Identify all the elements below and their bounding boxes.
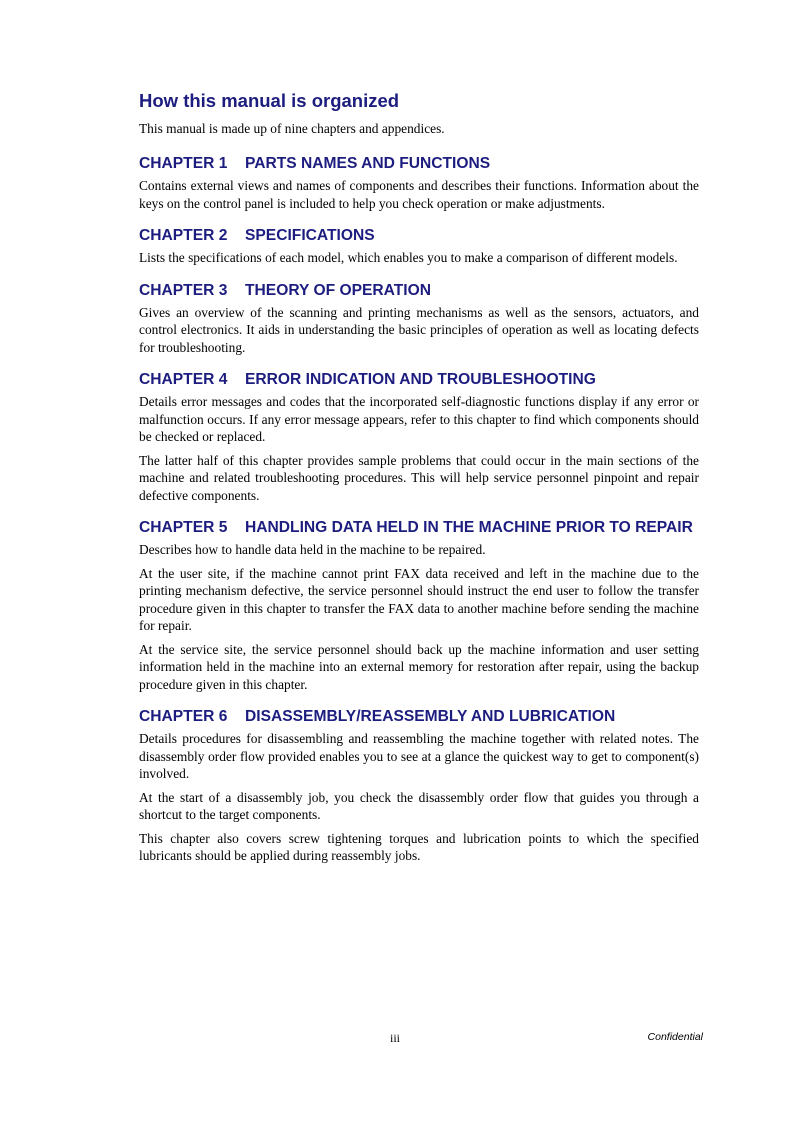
chapter-number: CHAPTER 2 <box>139 227 228 244</box>
chapter-description: The latter half of this chapter provides sample problems that could occur in the main sections of the machine and related troubleshooting procedures. This will help service personnel pinpoint and repair defective components. <box>139 452 699 503</box>
chapter-description: At the start of a disassembly job, you check the disassembly order flow that guides you through a shortcut to the target components. <box>139 789 699 822</box>
chapter-number: CHAPTER 1 <box>139 155 228 172</box>
chapter-description: Details procedures for disassembling and reassembling the machine together with related notes. The disassembly order flow provided enables you to see at a glance the quickest way to get to component(s) involved. <box>139 731 699 781</box>
chapter-number: CHAPTER 6 <box>139 708 228 725</box>
chapter-description: At the user site, if the machine cannot print FAX data received and left in the machine due to the printing mechanism defective, the service personnel should instruct the end user to follow the transfer procedure given in this chapter to transfer the FAX data to another machine before sending the machine for repair. <box>139 565 699 633</box>
chapter-description: Details error messages and codes that the incorporated self-diagnostic functions display if any error or malfunction occurs. If any error message appears, refer to this chapter to find which components should be checked or replaced. <box>139 394 699 444</box>
chapter-description: Gives an overview of the scanning and printing mechanisms as well as the sensors, actuators, and control electronics. It aids in understanding the basic principles of operation as well as locating defects for troubleshooting. <box>139 304 699 355</box>
chapter-heading <box>139 226 699 246</box>
chapter-description: At the service site, the service personnel should back up the machine information and user setting information held in the machine into an external memory for restoration after repair, using the backup procedure given in this chapter. <box>139 641 699 692</box>
chapter-heading <box>139 281 699 301</box>
manual-page <box>139 90 699 879</box>
intro-text: This manual is made up of nine chapters and appendices. <box>139 121 445 136</box>
chapter-description: Lists the specifications of each model, which enables you to make a comparison of different models. <box>139 250 678 265</box>
chapter-title: ERROR INDICATION AND TROUBLESHOOTING <box>245 371 596 388</box>
chapter-section <box>139 281 699 357</box>
chapter-description: Describes how to handle data held in the machine to be repaired. <box>139 542 486 557</box>
chapter-section <box>139 707 699 865</box>
chapter-title: DISASSEMBLY/REASSEMBLY AND LUBRICATION <box>245 708 616 725</box>
page-title: How this manual is organized <box>139 90 400 111</box>
chapter-number: CHAPTER 4 <box>139 371 228 388</box>
page-footer <box>0 1031 793 1047</box>
chapter-heading <box>139 154 699 174</box>
chapter-title: HANDLING DATA HELD IN THE MACHINE PRIOR TO REPAIR <box>245 519 693 536</box>
chapter-description: This chapter also covers screw tightening torques and lubrication points to which the specified lubricants should be applied during reassembly jobs. <box>139 830 699 863</box>
chapter-title: THEORY OF OPERATION <box>245 281 431 299</box>
chapter-section <box>139 226 699 267</box>
chapter-heading <box>139 370 699 390</box>
chapter-title: SPECIFICATIONS <box>245 227 375 244</box>
chapter-list <box>139 154 699 865</box>
chapter-section <box>139 154 699 212</box>
chapter-section <box>139 370 699 504</box>
chapter-heading <box>139 518 699 538</box>
confidential-label: Confidential <box>647 1031 703 1043</box>
chapter-description: Contains external views and names of components and describes their functions. Information about the keys on the control panel is included to help you check operation or make adjustments. <box>139 178 699 211</box>
chapter-title: PARTS NAMES AND FUNCTIONS <box>245 155 491 172</box>
chapter-heading <box>139 707 699 727</box>
chapter-section <box>139 518 699 693</box>
chapter-number: CHAPTER 3 <box>139 281 228 299</box>
page-number: iii <box>390 1031 401 1045</box>
chapter-number: CHAPTER 5 <box>139 519 228 536</box>
